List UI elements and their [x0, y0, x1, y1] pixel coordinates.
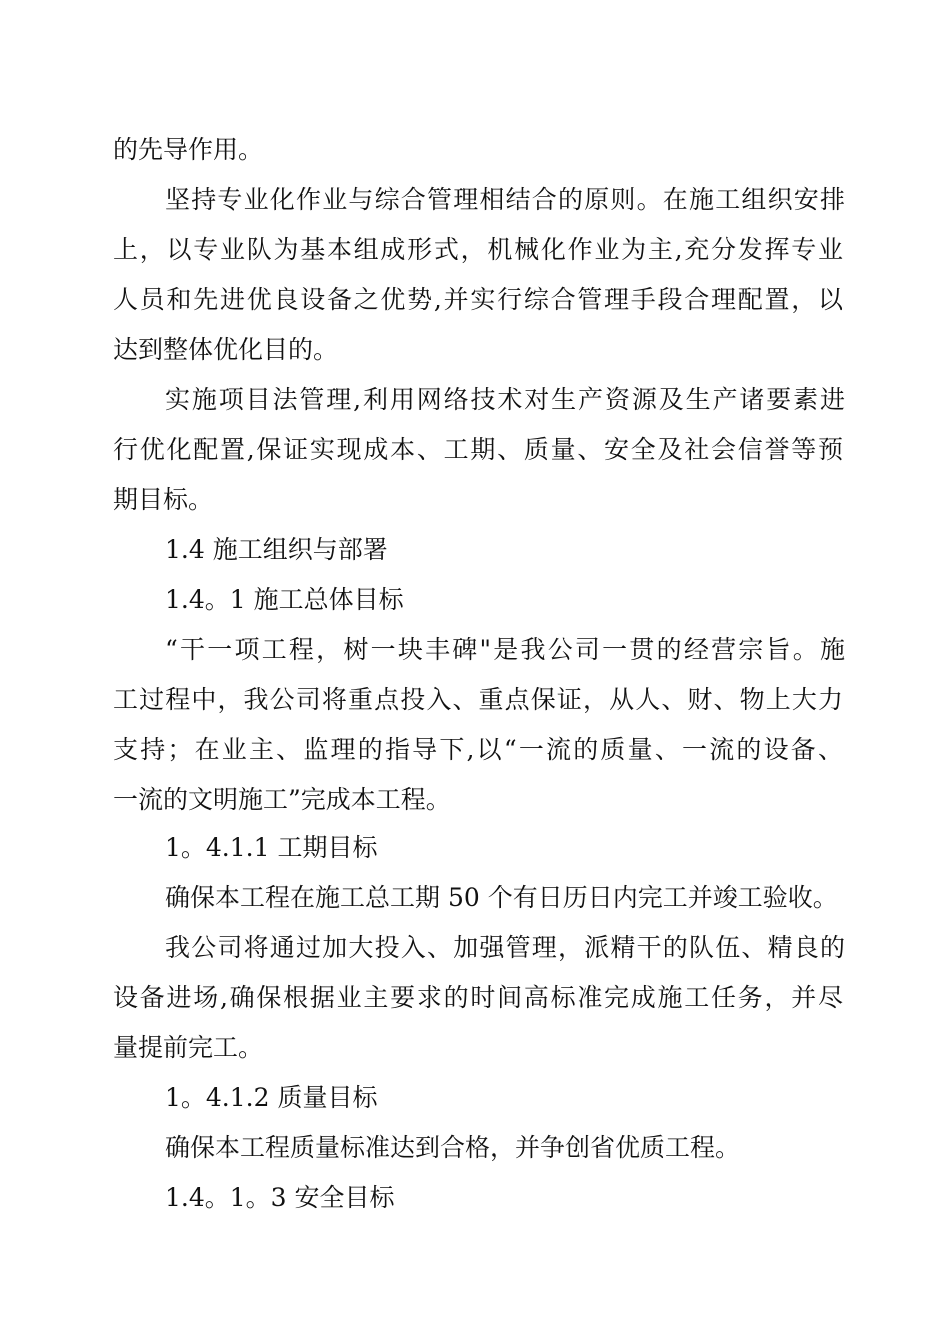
paragraph-line: 坚持专业化作业与综合管理相结合的原则。在施工组织安排 — [165, 185, 845, 214]
section-heading: 1。4.1.2 质量目标 — [165, 1083, 378, 1112]
section-heading: 1。4.1.1 工期目标 — [165, 833, 378, 862]
paragraph-line: 期目标。 — [113, 485, 214, 514]
paragraph-line: 人员和先进优良设备之优势,并实行综合管理手段合理配置，以 — [113, 285, 843, 314]
paragraph-line: 确保本工程在施工总工期 50 个有日历日内完工并竣工验收。 — [165, 883, 838, 912]
paragraph-line: 行优化配置,保证实现成本、工期、质量、安全及社会信誉等预 — [113, 435, 843, 464]
section-heading: 1.4 施工组织与部署 — [165, 535, 388, 564]
paragraph-line: 量提前完工。 — [113, 1033, 264, 1062]
paragraph-line: 工过程中，我公司将重点投入、重点保证，从人、财、物上大力 — [113, 685, 843, 714]
paragraph-line: 我公司将通过加大投入、加强管理，派精干的队伍、精良的 — [165, 933, 845, 962]
section-heading: 1.4。1。3 安全目标 — [165, 1183, 395, 1212]
paragraph-line: 实施项目法管理,利用网络技术对生产资源及生产诸要素进 — [165, 385, 845, 414]
paragraph-line: 支持；在业主、监理的指导下,以“一流的质量、一流的设备、 — [113, 735, 843, 764]
paragraph-line: 上，以专业队为基本组成形式，机械化作业为主,充分发挥专业 — [113, 235, 843, 264]
paragraph-line: 设备进场,确保根据业主要求的时间高标准完成施工任务，并尽 — [113, 983, 843, 1012]
section-heading: 1.4。1 施工总体目标 — [165, 585, 404, 614]
paragraph-line: 一流的文明施工”完成本工程。 — [113, 785, 451, 814]
paragraph-line: 达到整体优化目的。 — [113, 335, 339, 364]
paragraph-line: “干一项工程，树一块丰碑"是我公司一贯的经营宗旨。施 — [165, 635, 845, 664]
paragraph-line: 的先导作用。 — [113, 135, 264, 164]
paragraph-line: 确保本工程质量标准达到合格，并争创省优质工程。 — [165, 1133, 741, 1162]
